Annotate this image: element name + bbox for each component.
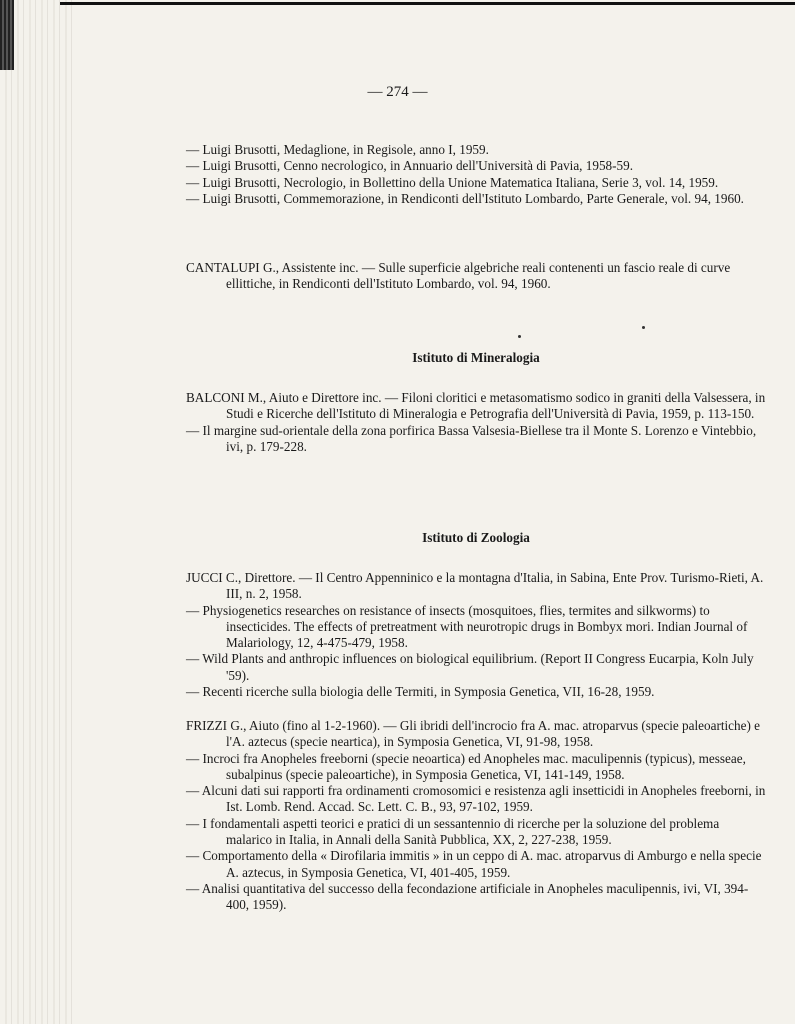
bibliography-entry: — Incroci fra Anopheles freeborni (specie neoartica) ed Anopheles mac. maculipennis (typicus), messeae, subalpinus (specie paleoartiche), in Symposia Genetica, VI, 141-149, 1958. [186, 750, 746, 782]
speck-mark [642, 326, 645, 329]
binding-shadow [0, 0, 14, 70]
balconi-entries [186, 390, 766, 455]
bibliography-entry: — Luigi Brusotti, Cenno necrologico, in Annuario dell'Università di Pavia, 1958-59. [186, 158, 634, 174]
bibliography-entry: BALCONI M., Aiuto e Direttore inc. — Filoni cloritici e metasomatismo sodico in graniti della Valsessera, in Studi e Ricerche dell'Istituto di Mineralogia e Petrografia dell'Università di Pavia, 1959, p. 113-150. [186, 390, 766, 422]
bibliography-entry: — Il margine sud-orientale della zona porfirica Bassa Valsesia-Biellese tra il Monte S. Lorenzo e Vintebbio, ivi, p. 179-228. [186, 422, 757, 454]
bibliography-entry: — Recenti ricerche sulla biologia delle Termiti, in Symposia Genetica, VII, 16-28, 1959. [186, 684, 655, 700]
bibliography-entry: — I fondamentali aspetti teorici e pratici di un sessantennio di ricerche per la soluzione del problema malarico in Italia, in Annali della Sanità Pubblica, XX, 2, 227-238, 1959. [186, 815, 720, 848]
bibliography-entry: — Analisi quantitativa del successo della fecondazione artificiale in Anopheles maculipennis, ivi, VI, 394-400, 1959). [186, 880, 749, 913]
bibliography-entry: JUCCI C., Direttore. — Il Centro Appenninico e la montagna d'Italia, in Sabina, Ente Prov. Turismo-Rieti, A. III, n. 2, 1958. [186, 570, 764, 602]
bibliography-entry: — Physiogenetics researches on resistance of insects (mosquitoes, flies, termites and silkworms) to insecticides. The effects of pretreatment with neurotropic drugs in Bombyx mori. Indian Journal of Malariology, 12, 4-475-479, 1958. [186, 602, 748, 651]
page-number: — 274 — [367, 84, 428, 100]
speck-mark [518, 335, 521, 338]
bibliography-entry: — Alcuni dati sui rapporti fra ordinamenti cromosomici e resistenza agli insetticidi in Anopheles freeborni, in Ist. Lomb. Rend. Accad. Sc. Lett. C. B., 93, 97-102, 1959. [186, 783, 766, 815]
brusotti-entries [186, 142, 766, 207]
frizzi-entries [186, 718, 766, 914]
bibliography-entry: CANTALUPI G., Assistente inc. — Sulle superficie algebriche reali contenenti un fascio reale di curve ellittiche, in Rendiconti dell'Istituto Lombardo, vol. 94, 1960. [186, 260, 731, 292]
jucci-entries [186, 570, 766, 700]
bibliography-entry: — Luigi Brusotti, Medaglione, in Regisole, anno I, 1959. [186, 142, 489, 157]
bibliography-entry: — Comportamento della « Dirofilaria immitis » in un ceppo di A. mac. atroparvus di Amburgo e nella specie A. aztecus, in Symposia Genetica, VI, 401-405, 1959. [186, 848, 762, 880]
section-heading-zoologia: Istituto di Zoologia [422, 530, 530, 545]
page-top-edge [60, 2, 795, 5]
cantalupi-entries [186, 260, 766, 293]
bibliography-entry: — Luigi Brusotti, Necrologio, in Bollettino della Unione Matematica Italiana, Serie 3, vol. 14, 1959. [186, 174, 719, 190]
book-binding-edge [0, 0, 72, 1024]
bibliography-entry: FRIZZI G., Aiuto (fino al 1-2-1960). — Gli ibridi dell'incrocio fra A. mac. atroparvus (specie paleoartiche) e l'A. aztecus (specie neartica), in Symposia Genetica, VI, 91-98, 1958. [186, 718, 761, 750]
section-heading-mineralogia: Istituto di Mineralogia [412, 350, 540, 365]
bibliography-entry: — Luigi Brusotti, Commemorazione, in Rendiconti dell'Istituto Lombardo, Parte Generale, vol. 94, 1960. [186, 190, 744, 206]
bibliography-entry: — Wild Plants and anthropic influences on biological equilibrium. (Report II Congress Eucarpia, Koln July '59). [186, 651, 754, 683]
